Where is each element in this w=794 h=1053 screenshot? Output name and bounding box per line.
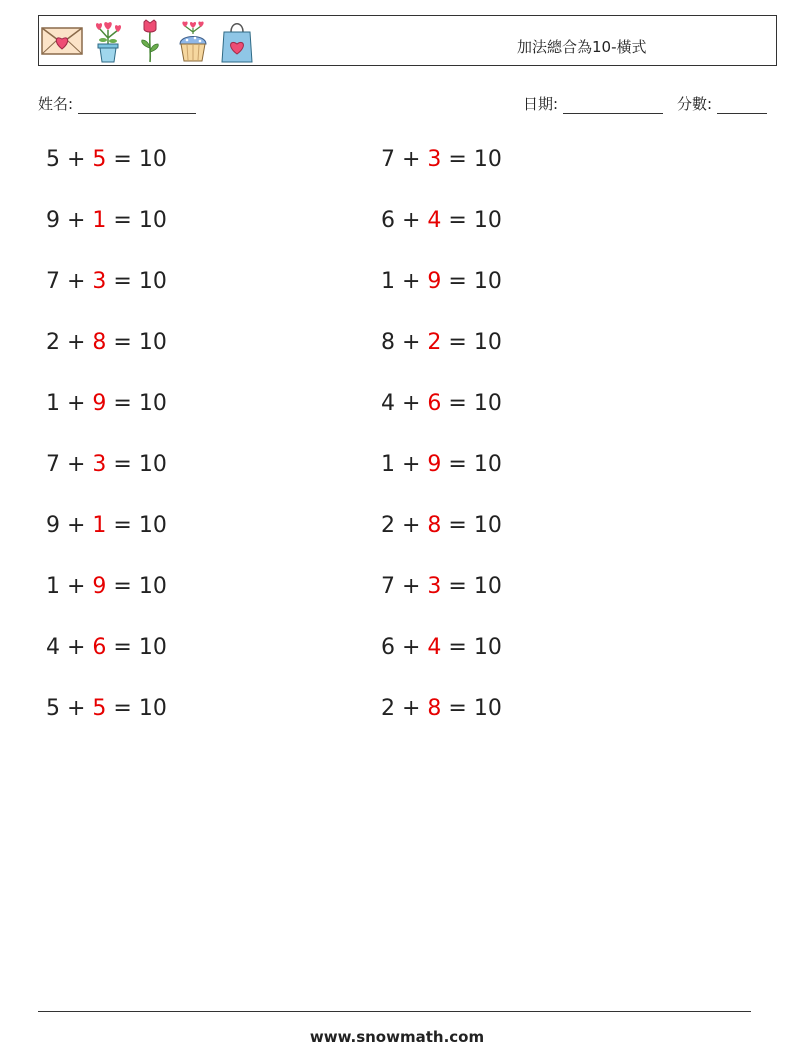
love-letter-icon: [41, 25, 83, 57]
sum: 10: [138, 696, 167, 721]
addend-a: 6: [381, 635, 395, 660]
addend-a: 1: [381, 269, 395, 294]
addend-a: 2: [381, 696, 395, 721]
equals-sign: =: [441, 147, 474, 172]
sum: 10: [473, 391, 502, 416]
plus-sign: +: [395, 147, 428, 172]
addend-a: 7: [381, 147, 395, 172]
equals-sign: =: [106, 391, 139, 416]
equation-right-1: [381, 147, 502, 172]
plus-sign: +: [60, 208, 93, 233]
equals-sign: =: [441, 574, 474, 599]
name-field: [38, 93, 196, 114]
rose-icon: [133, 18, 167, 64]
equation-left-9: [46, 635, 167, 660]
equals-sign: =: [441, 269, 474, 294]
plus-sign: +: [60, 635, 93, 660]
worksheet-header: [38, 15, 777, 66]
heart-cupcake-icon: [175, 18, 211, 64]
equals-sign: =: [441, 208, 474, 233]
equation-right-10: [381, 696, 502, 721]
sum: 10: [138, 330, 167, 355]
name-line: [78, 99, 196, 114]
answer-addend: 8: [427, 696, 442, 721]
answer-addend: 9: [92, 574, 107, 599]
plus-sign: +: [395, 269, 428, 294]
addend-a: 8: [381, 330, 395, 355]
answer-addend: 3: [427, 147, 442, 172]
addend-a: 9: [46, 513, 60, 538]
answer-addend: 8: [92, 330, 107, 355]
addend-a: 2: [46, 330, 60, 355]
sum: 10: [473, 147, 502, 172]
sum: 10: [138, 513, 167, 538]
addend-a: 6: [381, 208, 395, 233]
equation-left-4: [46, 330, 167, 355]
addend-a: 7: [46, 269, 60, 294]
plus-sign: +: [60, 147, 93, 172]
addend-a: 7: [381, 574, 395, 599]
date-line: [563, 99, 663, 114]
heart-bag-icon: [219, 18, 255, 64]
potted-hearts-icon: [91, 18, 125, 64]
sum: 10: [138, 452, 167, 477]
equals-sign: =: [106, 147, 139, 172]
answer-addend: 5: [92, 147, 107, 172]
score-label: 分數:: [677, 95, 713, 113]
addend-a: 4: [381, 391, 395, 416]
equals-sign: =: [106, 452, 139, 477]
sum: 10: [138, 391, 167, 416]
addend-a: 1: [46, 391, 60, 416]
equation-left-6: [46, 452, 167, 477]
sum: 10: [138, 269, 167, 294]
score-line: [717, 99, 767, 114]
sum: 10: [473, 574, 502, 599]
equation-right-8: [381, 574, 502, 599]
equals-sign: =: [441, 452, 474, 477]
equation-left-1: [46, 147, 167, 172]
header-icons: [41, 18, 255, 64]
equals-sign: =: [441, 330, 474, 355]
equation-right-7: [381, 513, 502, 538]
addend-a: 5: [46, 696, 60, 721]
equation-right-2: [381, 208, 502, 233]
score-field: [677, 93, 767, 114]
footer-site: www.snowmath.com: [309, 1028, 485, 1046]
equals-sign: =: [106, 574, 139, 599]
sum: 10: [138, 574, 167, 599]
equals-sign: =: [106, 208, 139, 233]
plus-sign: +: [395, 513, 428, 538]
plus-sign: +: [60, 696, 93, 721]
addend-a: 1: [46, 574, 60, 599]
equals-sign: =: [106, 696, 139, 721]
equals-sign: =: [441, 513, 474, 538]
equation-left-7: [46, 513, 167, 538]
addend-a: 9: [46, 208, 60, 233]
plus-sign: +: [60, 330, 93, 355]
plus-sign: +: [60, 574, 93, 599]
equals-sign: =: [441, 696, 474, 721]
sum: 10: [473, 330, 502, 355]
sum: 10: [473, 452, 502, 477]
answer-addend: 9: [92, 391, 107, 416]
equation-right-3: [381, 269, 502, 294]
plus-sign: +: [395, 696, 428, 721]
sum: 10: [473, 696, 502, 721]
plus-sign: +: [395, 208, 428, 233]
addend-a: 4: [46, 635, 60, 660]
answer-addend: 9: [427, 269, 442, 294]
answer-addend: 3: [92, 269, 107, 294]
equation-left-8: [46, 574, 167, 599]
date-field: [523, 93, 663, 114]
plus-sign: +: [395, 330, 428, 355]
equals-sign: =: [441, 391, 474, 416]
date-label: 日期:: [523, 95, 559, 113]
addend-a: 5: [46, 147, 60, 172]
sum: 10: [473, 269, 502, 294]
plus-sign: +: [395, 574, 428, 599]
equals-sign: =: [106, 635, 139, 660]
plus-sign: +: [60, 391, 93, 416]
equation-right-9: [381, 635, 502, 660]
answer-addend: 6: [92, 635, 107, 660]
plus-sign: +: [395, 635, 428, 660]
equation-left-3: [46, 269, 167, 294]
answer-addend: 6: [427, 391, 442, 416]
equation-right-6: [381, 452, 502, 477]
answer-addend: 5: [92, 696, 107, 721]
equals-sign: =: [106, 513, 139, 538]
answer-addend: 1: [92, 513, 107, 538]
answer-addend: 1: [92, 208, 107, 233]
equation-left-10: [46, 696, 167, 721]
answer-addend: 8: [427, 513, 442, 538]
plus-sign: +: [395, 452, 428, 477]
plus-sign: +: [60, 452, 93, 477]
name-label: 姓名:: [38, 95, 74, 113]
equation-right-5: [381, 391, 502, 416]
equals-sign: =: [106, 330, 139, 355]
answer-addend: 3: [92, 452, 107, 477]
equation-left-2: [46, 208, 167, 233]
worksheet-title: 加法總合為10-橫式: [517, 38, 647, 56]
answer-addend: 9: [427, 452, 442, 477]
equation-right-4: [381, 330, 502, 355]
plus-sign: +: [60, 513, 93, 538]
answer-addend: 3: [427, 574, 442, 599]
answer-addend: 2: [427, 330, 442, 355]
footer-divider: [38, 1011, 751, 1012]
plus-sign: +: [395, 391, 428, 416]
sum: 10: [138, 635, 167, 660]
sum: 10: [473, 513, 502, 538]
sum: 10: [138, 208, 167, 233]
equals-sign: =: [441, 635, 474, 660]
addend-a: 2: [381, 513, 395, 538]
sum: 10: [138, 147, 167, 172]
sum: 10: [473, 208, 502, 233]
plus-sign: +: [60, 269, 93, 294]
addend-a: 1: [381, 452, 395, 477]
equation-left-5: [46, 391, 167, 416]
addend-a: 7: [46, 452, 60, 477]
sum: 10: [473, 635, 502, 660]
answer-addend: 4: [427, 635, 442, 660]
equals-sign: =: [106, 269, 139, 294]
answer-addend: 4: [427, 208, 442, 233]
